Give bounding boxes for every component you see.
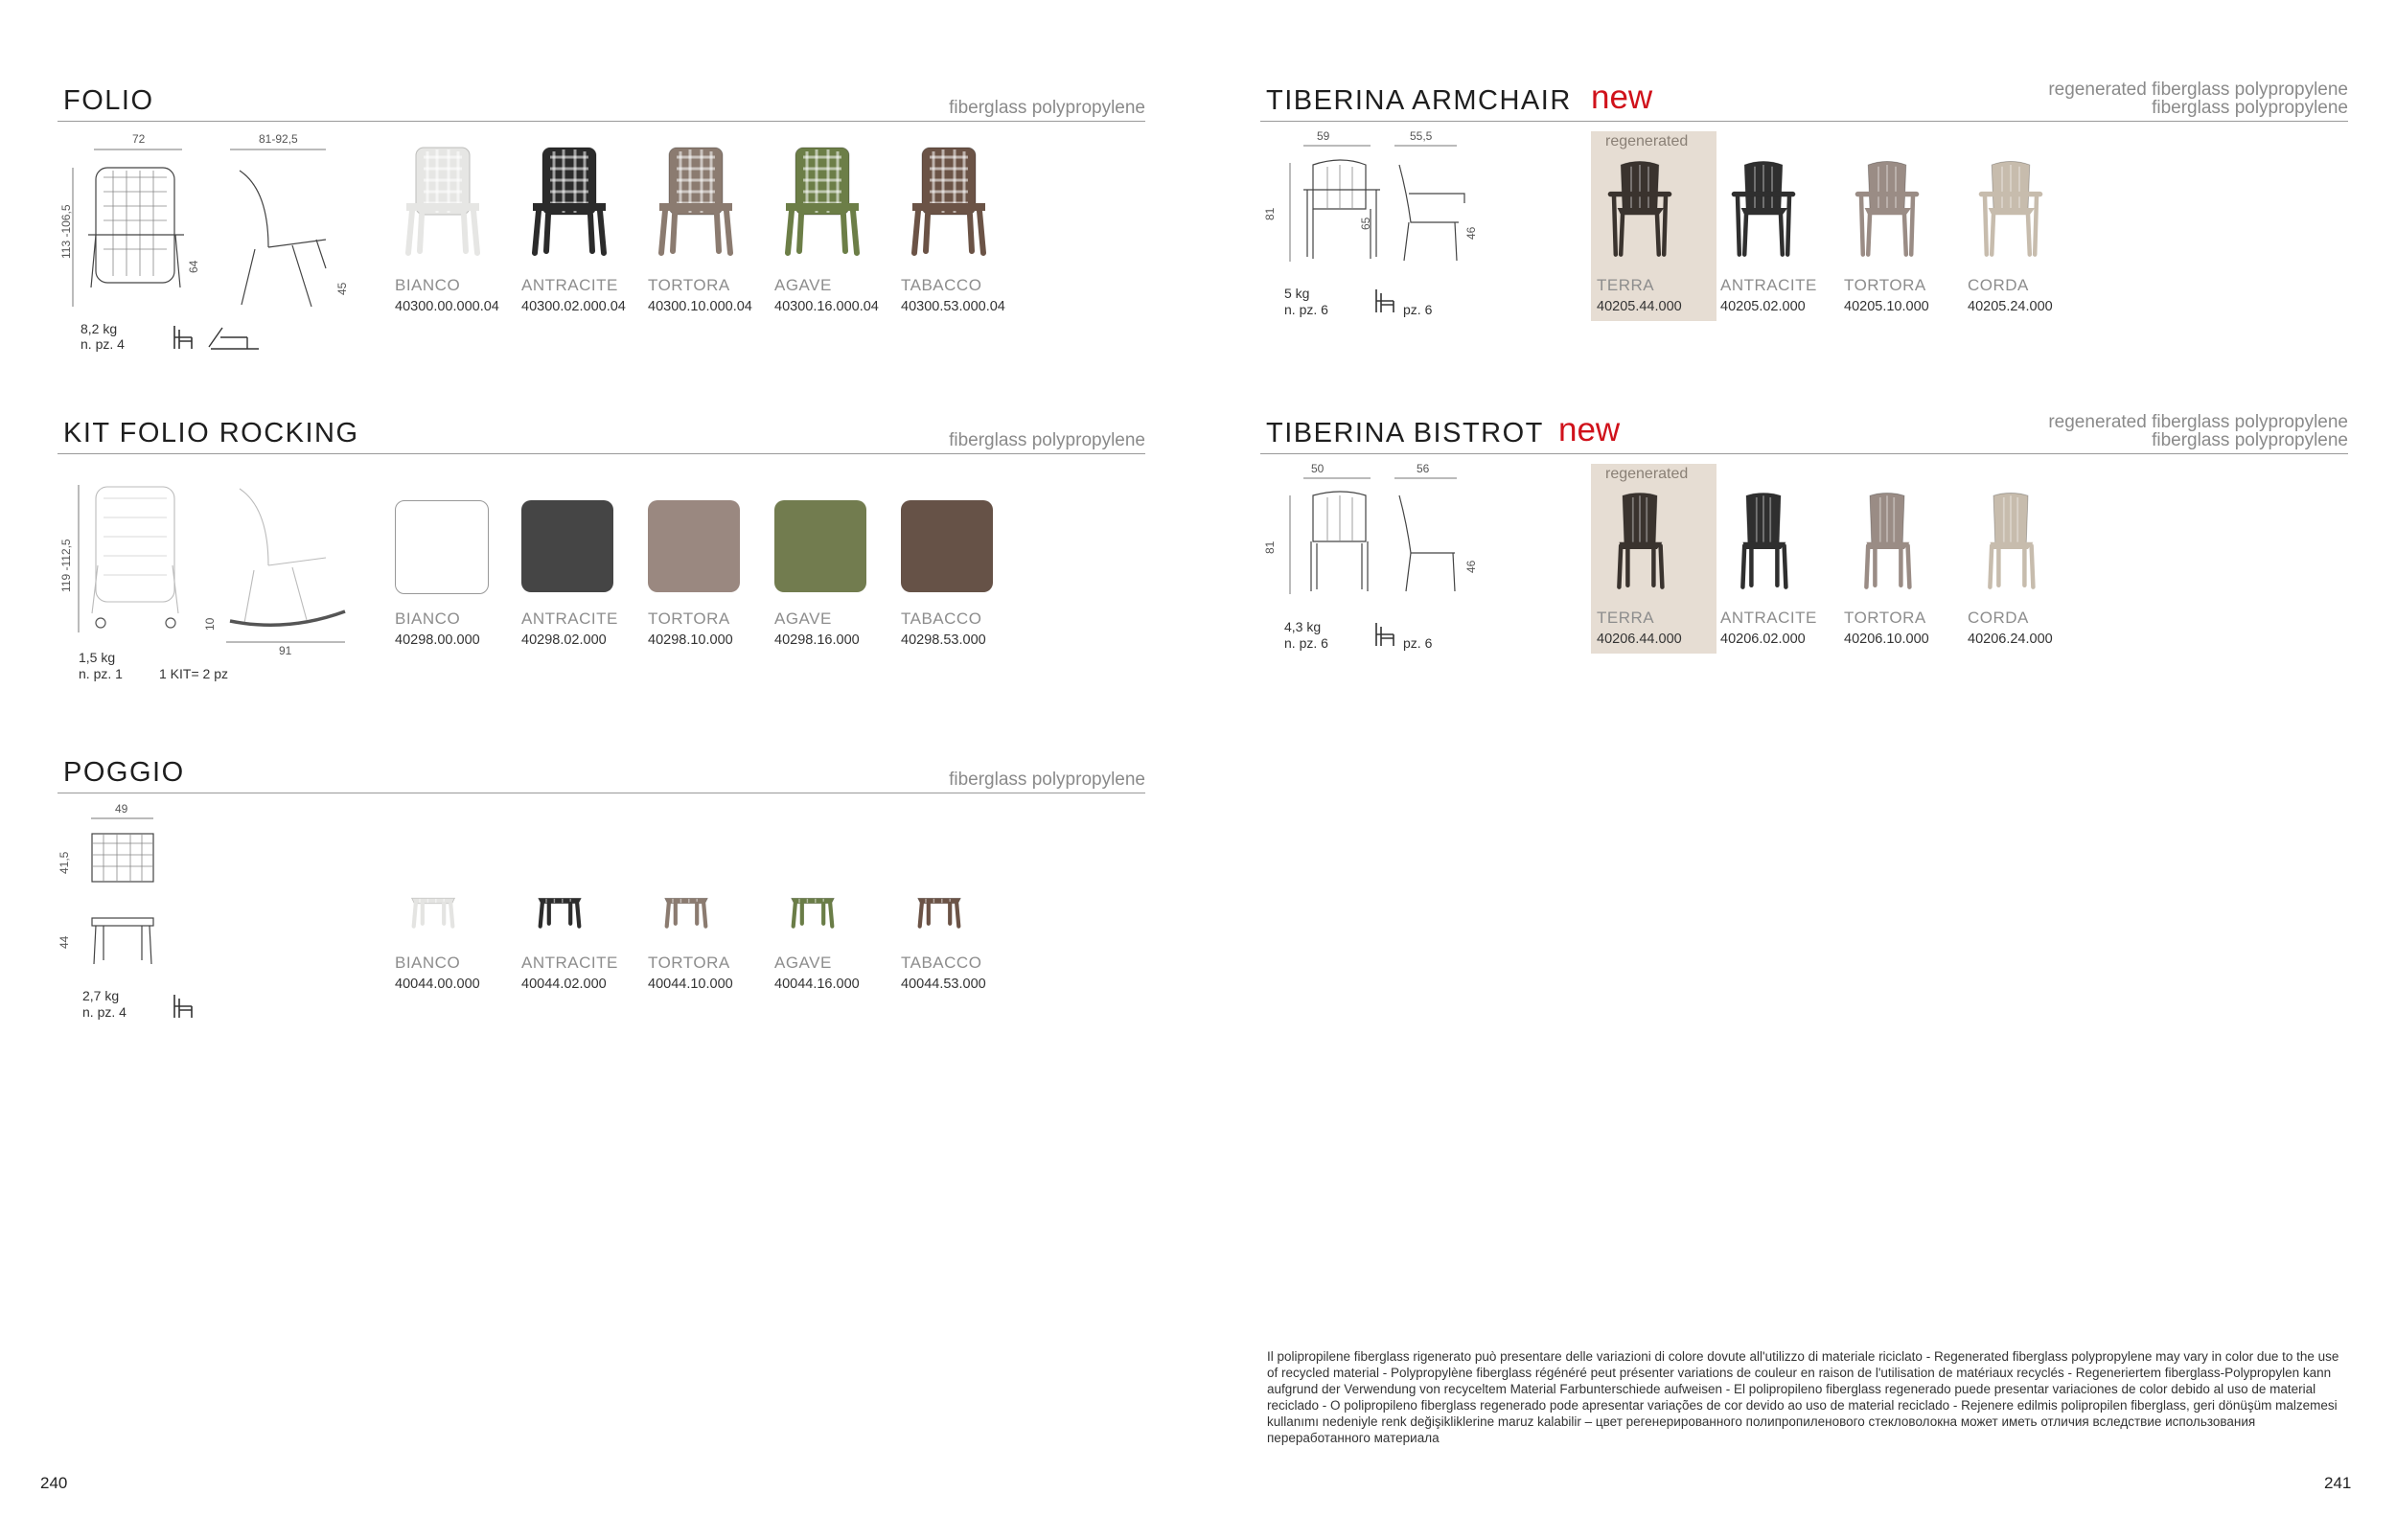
recycled-material-disclaimer: Il polipropilene fiberglass rigenerato può presentare delle variazioni di colore dovute all'utilizzo di materiale riciclato - Regenerated fiberglass polypropylene may vary in color due to the use of recycled material - Polypropylène fiberglass régénéré peut présenter variations de couleur en raison de l'utilisation de matériaux recyclés - Regeneriertem fiberglass-Polypropylen kann aufgrund der Verwendung von recyceltem Material Farbunterschiede aufweisen - El polipropileno fiberglass regenerado puede presentar variaciones de color debido al uso de material reciclado - O polipropileno fiberglass regenerado pode apresentar variações de cor devido ao uso de material reciclado - Rejenere edilmis polipropilen fiberglass, geri dönüşüm malzemesi kullanımı nedeniyle renk değişikliklerine maruz kalabilir – цвет регенерированного полипропиленового стекловолокна может иметь отличия вследствие использования переработанного материала (1267, 1349, 2339, 1445)
kit-weight: 1,5 kg (79, 650, 116, 665)
tib-bis-header (1260, 411, 2348, 454)
tib-bis-dim-depth: 56 (1417, 462, 1430, 475)
tib-arm-regenerated-label: regenerated (1605, 133, 1689, 149)
color-name: BIANCO (395, 609, 461, 628)
article-code: 40298.16.000 (774, 632, 860, 648)
reclining-chair-icon (203, 324, 261, 353)
tib-bis-material (2048, 413, 2348, 449)
color-name: TORTORA (648, 276, 730, 294)
article-code: 40298.10.000 (648, 632, 733, 648)
product-image (901, 144, 997, 259)
tib-bis-technical-drawing (1275, 474, 1505, 599)
color-name: TORTORA (1844, 276, 1926, 294)
color-name: CORDA (1968, 609, 2029, 627)
page-number-right: 241 (2324, 1474, 2352, 1492)
color-name: ANTRACITE (1720, 609, 1817, 627)
color-name: TABACCO (901, 276, 982, 294)
article-code: 40044.53.000 (901, 977, 986, 992)
page-number-left: 240 (40, 1474, 68, 1492)
color-swatch (774, 500, 866, 592)
tib-arm-stack-pz: pz. 6 (1403, 302, 1433, 317)
folio-dim-arm: 64 (187, 260, 200, 273)
poggio-dim-height: 44 (58, 935, 71, 949)
tib-arm-pieces: n. pz. 6 (1284, 302, 1328, 317)
article-code: 40205.10.000 (1844, 299, 1929, 314)
folio-header (58, 82, 1145, 122)
tib-arm-technical-drawing (1275, 142, 1505, 266)
poggio-pieces: n. pz. 4 (82, 1004, 127, 1020)
article-code: 40206.44.000 (1597, 632, 1682, 647)
tib-arm-title: TIBERINA ARMCHAIR (1266, 85, 1572, 116)
color-name: TABACCO (901, 954, 982, 972)
article-code: 40300.16.000.04 (774, 299, 879, 314)
color-name: ANTRACITE (1720, 276, 1817, 294)
article-code: 40300.53.000.04 (901, 299, 1005, 314)
product-image (648, 144, 744, 259)
folio-technical-drawing (58, 144, 345, 307)
tib-arm-material (2048, 80, 2348, 117)
kit-dim-rocker: 10 (203, 617, 217, 631)
tib-arm-dim-arm: 65 (1359, 217, 1372, 230)
stackable-chair-icon (1372, 287, 1401, 314)
color-name: AGAVE (774, 609, 832, 628)
article-code: 40300.00.000.04 (395, 299, 499, 314)
tib-bis-dim-width: 50 (1311, 462, 1325, 475)
tib-arm-material-2: fiberglass polypropylene (2152, 98, 2348, 118)
color-name: ANTRACITE (521, 954, 618, 972)
tib-arm-new-badge: new (1591, 79, 1653, 116)
tib-arm-header (1260, 79, 2348, 122)
product-image (1968, 484, 2054, 597)
article-code: 40044.02.000 (521, 977, 607, 992)
product-image (1720, 484, 1807, 597)
color-name: CORDA (1968, 276, 2029, 294)
tib-arm-dim-height: 81 (1263, 207, 1277, 220)
product-image (521, 144, 617, 259)
kit-technical-drawing (58, 479, 364, 642)
product-image (1597, 151, 1683, 264)
article-code: 40044.10.000 (648, 977, 733, 992)
color-name: TABACCO (901, 609, 982, 628)
stackable-chair-icon (1372, 621, 1401, 648)
tib-bis-dim-height: 81 (1263, 540, 1277, 554)
tib-bis-material-1: regenerated fiberglass polypropylene (2048, 412, 2348, 432)
folio-dim-height: 113 -106,5 (59, 204, 73, 259)
color-name: TERRA (1597, 609, 1655, 627)
folio-title: FOLIO (63, 85, 154, 116)
article-code: 40206.24.000 (1968, 632, 2053, 647)
product-image (395, 144, 491, 259)
product-image (653, 858, 720, 944)
poggio-header (58, 754, 1145, 793)
folio-material: fiberglass polypropylene (949, 98, 1145, 118)
folio-dim-width: 72 (132, 132, 146, 146)
tib-bis-stack-pz: pz. 6 (1403, 635, 1433, 651)
article-code: 40300.10.000.04 (648, 299, 752, 314)
kit-composition: 1 KIT= 2 pz (159, 666, 228, 681)
product-image (779, 858, 846, 944)
poggio-weight: 2,7 kg (82, 988, 120, 1003)
article-code: 40044.00.000 (395, 977, 480, 992)
tib-bis-dim-seat: 46 (1464, 560, 1478, 573)
article-code: 40205.24.000 (1968, 299, 2053, 314)
kit-dim-height: 119 -112,5 (59, 539, 73, 592)
article-code: 40298.00.000 (395, 632, 480, 648)
tib-arm-material-1: regenerated fiberglass polypropylene (2048, 80, 2348, 100)
folio-dim-depth: 81-92,5 (259, 132, 298, 146)
tib-bis-pieces: n. pz. 6 (1284, 635, 1328, 651)
article-code: 40044.16.000 (774, 977, 860, 992)
folio-pieces: n. pz. 4 (81, 336, 125, 352)
folio-weight: 8,2 kg (81, 321, 118, 336)
color-name: ANTRACITE (521, 609, 618, 628)
stackable-chair-icon (171, 324, 199, 351)
color-name: ANTRACITE (521, 276, 618, 294)
poggio-technical-drawing (58, 815, 173, 977)
product-image (1844, 484, 1930, 597)
color-name: TORTORA (1844, 609, 1926, 627)
color-name: TERRA (1597, 276, 1655, 294)
color-swatch (648, 500, 740, 592)
kit-pieces: n. pz. 1 (79, 666, 123, 681)
product-image (1844, 151, 1930, 264)
article-code: 40206.10.000 (1844, 632, 1929, 647)
poggio-dim-width: 49 (115, 802, 128, 816)
article-code: 40205.44.000 (1597, 299, 1682, 314)
tib-arm-dim-depth: 55,5 (1410, 129, 1433, 143)
tib-bis-material-2: fiberglass polypropylene (2152, 430, 2348, 450)
article-code: 40298.53.000 (901, 632, 986, 648)
kit-header (58, 415, 1145, 454)
article-code: 40205.02.000 (1720, 299, 1806, 314)
poggio-material: fiberglass polypropylene (949, 770, 1145, 790)
article-code: 40206.02.000 (1720, 632, 1806, 647)
product-image (1968, 151, 2054, 264)
color-name: AGAVE (774, 954, 832, 972)
color-name: TORTORA (648, 954, 730, 972)
product-image (1597, 484, 1683, 597)
article-code: 40300.02.000.04 (521, 299, 626, 314)
kit-dim-length: 91 (279, 644, 292, 657)
tib-arm-dim-seat: 46 (1464, 226, 1478, 240)
product-image (1720, 151, 1807, 264)
kit-material: fiberglass polypropylene (949, 430, 1145, 450)
color-swatch (395, 500, 489, 594)
product-image (774, 144, 870, 259)
color-name: BIANCO (395, 276, 461, 294)
tib-bis-weight: 4,3 kg (1284, 619, 1322, 634)
tib-arm-weight: 5 kg (1284, 286, 1310, 301)
article-code: 40298.02.000 (521, 632, 607, 648)
stackable-chair-icon (171, 993, 199, 1020)
kit-title: KIT FOLIO ROCKING (63, 418, 359, 448)
product-image (906, 858, 973, 944)
tib-bis-regenerated-label: regenerated (1605, 466, 1689, 482)
color-swatch (901, 500, 993, 592)
product-image (526, 858, 593, 944)
color-name: AGAVE (774, 276, 832, 294)
poggio-dim-depth: 41,5 (58, 851, 71, 874)
color-swatch (521, 500, 613, 592)
folio-dim-seat: 45 (335, 282, 349, 295)
color-name: TORTORA (648, 609, 730, 628)
poggio-title: POGGIO (63, 757, 185, 788)
tib-arm-dim-width: 59 (1317, 129, 1330, 143)
color-name: BIANCO (395, 954, 461, 972)
product-image (400, 858, 467, 944)
tib-bis-title: TIBERINA BISTROT (1266, 418, 1544, 448)
tib-bis-new-badge: new (1558, 411, 1621, 448)
